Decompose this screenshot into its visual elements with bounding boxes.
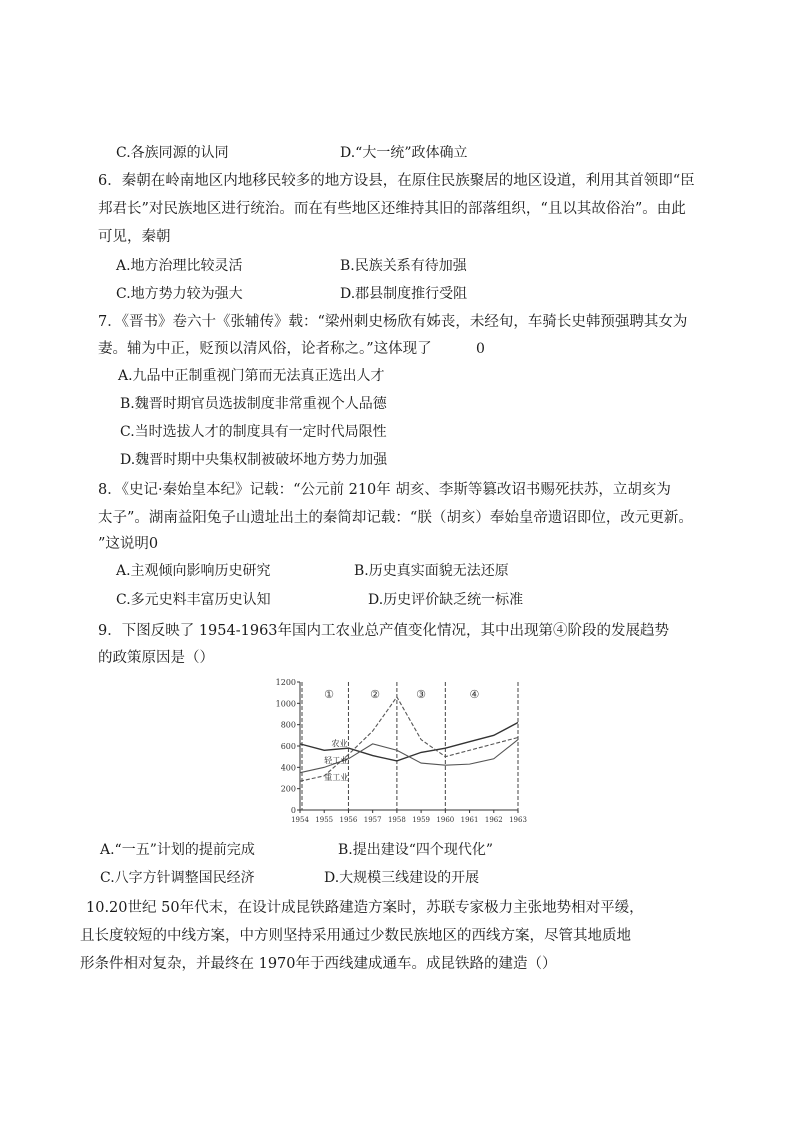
q6-stem-line3: 可见，秦朝: [98, 229, 171, 245]
q9-stem-line1: 9．下图反映了 1954-1963年国内工农业总产值变化情况，其中出现第④阶段的发展趋势: [98, 623, 670, 639]
x-tick-label: 1959: [412, 816, 431, 824]
stage-label: ①: [324, 688, 335, 701]
q8-stem-line1: 8．《史记·秦始皇本纪》记载：“公元前 210年 胡亥、李斯等篡改诏书赐死扶苏，立胡亥为: [98, 482, 671, 498]
q6-stem-line2: 邦君长”对民族地区进行统治。而在有些地区还维持其旧的部落组织，“且以其故俗治”。由此: [98, 201, 686, 217]
q10-stem-line1: 10.20世纪 50年代末，在设计成昆铁路建造方案时，苏联专家极力主张地势相对平缓，: [86, 900, 644, 916]
q9-option-c: C.八字方针调整国民经济: [100, 870, 255, 886]
q8-option-d: D.历史评价缺乏统一标准: [368, 592, 524, 608]
x-tick-label: 1961: [460, 816, 479, 824]
q10-stem-line2: 且长度较短的中线方案，中方则坚持采用通过少数民族地区的西线方案，尽管其地质地: [80, 928, 631, 944]
stage-label: ④: [469, 688, 480, 701]
q7-option-d: D.魏晋时期中央集权制被破坏地方势力加强: [120, 452, 388, 468]
q8-option-b: B.历史真实面貌无法还原: [354, 563, 509, 579]
q9-line-chart: [268, 674, 530, 830]
q6-option-a: A.地方治理比较灵活: [116, 258, 243, 274]
y-tick-label: 600: [280, 742, 296, 751]
series-label: 农业: [331, 739, 348, 748]
y-tick-label: 200: [280, 784, 296, 794]
x-tick-label: 1958: [387, 816, 406, 824]
y-tick-label: 0: [290, 806, 296, 815]
x-tick-label: 1956: [339, 816, 358, 824]
q6-option-d: D.郡县制度推行受阻: [340, 286, 468, 302]
series-label: 轻工业: [324, 756, 349, 766]
q7-option-c: C.当时选拔人才的制度具有一定时代局限性: [120, 424, 387, 440]
y-tick-label: 1200: [275, 678, 296, 687]
q7-stem-line1: 7．《晋书》卷六十《张辅传》载：“梁州刺史杨欣有姊丧，未经旬，车骑长史韩预强聘其女为: [98, 314, 688, 330]
q7-answer-paren: 0: [476, 341, 485, 357]
x-tick-label: 1957: [363, 816, 382, 824]
y-tick-label: 1000: [275, 699, 296, 709]
q5-option-c: C.各族同源的认同: [116, 145, 229, 161]
x-tick-label: 1954: [291, 816, 309, 824]
q5-option-d: D.“大一统”政体确立: [340, 145, 468, 161]
x-tick-label: 1962: [484, 816, 503, 824]
q8-stem-line2: 太子”。湖南益阳兔子山遗址出土的秦简却记载：“朕（胡亥）奉始皇帝遗诏即位，改元更新。: [98, 510, 693, 526]
q9-stem-line2: 的政策原因是（）: [98, 650, 214, 666]
q10-stem-line3: 形条件相对复杂，并最终在 1970年于西线建成通车。成昆铁路的建造（）: [80, 956, 557, 972]
stage-label: ③: [416, 688, 427, 701]
series-label: 重工业: [324, 773, 349, 783]
x-tick-label: 1963: [509, 816, 527, 824]
q6-option-b: B.民族关系有待加强: [340, 258, 467, 274]
q6-stem-line1: 6．秦朝在岭南地区内地移民较多的地方设县，在原住民族聚居的地区设道，利用其首领即“臣: [98, 173, 695, 189]
stage-label: ②: [370, 688, 381, 701]
q7-option-b: B.魏晋时期官员选拔制度非常重视个人品德: [120, 396, 387, 412]
q8-option-a: A.主观倾向影响历史研究: [116, 563, 271, 579]
q8-option-c: C.多元史料丰富历史认知: [116, 592, 271, 608]
q7-stem-line2: 妻。辅为中正，贬预以清风俗，论者称之。”这体现了: [98, 341, 432, 357]
x-tick-label: 1960: [436, 816, 455, 824]
q9-option-d: D.大规模三线建设的开展: [324, 870, 480, 886]
q9-option-b: B.提出建设“四个现代化”: [338, 842, 494, 858]
y-tick-label: 400: [280, 763, 296, 773]
y-tick-label: 800: [280, 720, 296, 730]
x-tick-label: 1955: [315, 816, 334, 824]
q7-option-a: A.九品中正制重视门第而无法真正选出人才: [118, 368, 385, 384]
q8-stem-line3: ”这说明0: [98, 536, 159, 552]
q6-option-c: C.地方势力较为强大: [116, 286, 243, 302]
q9-option-a: A.“一五”计划的提前完成: [100, 842, 255, 858]
